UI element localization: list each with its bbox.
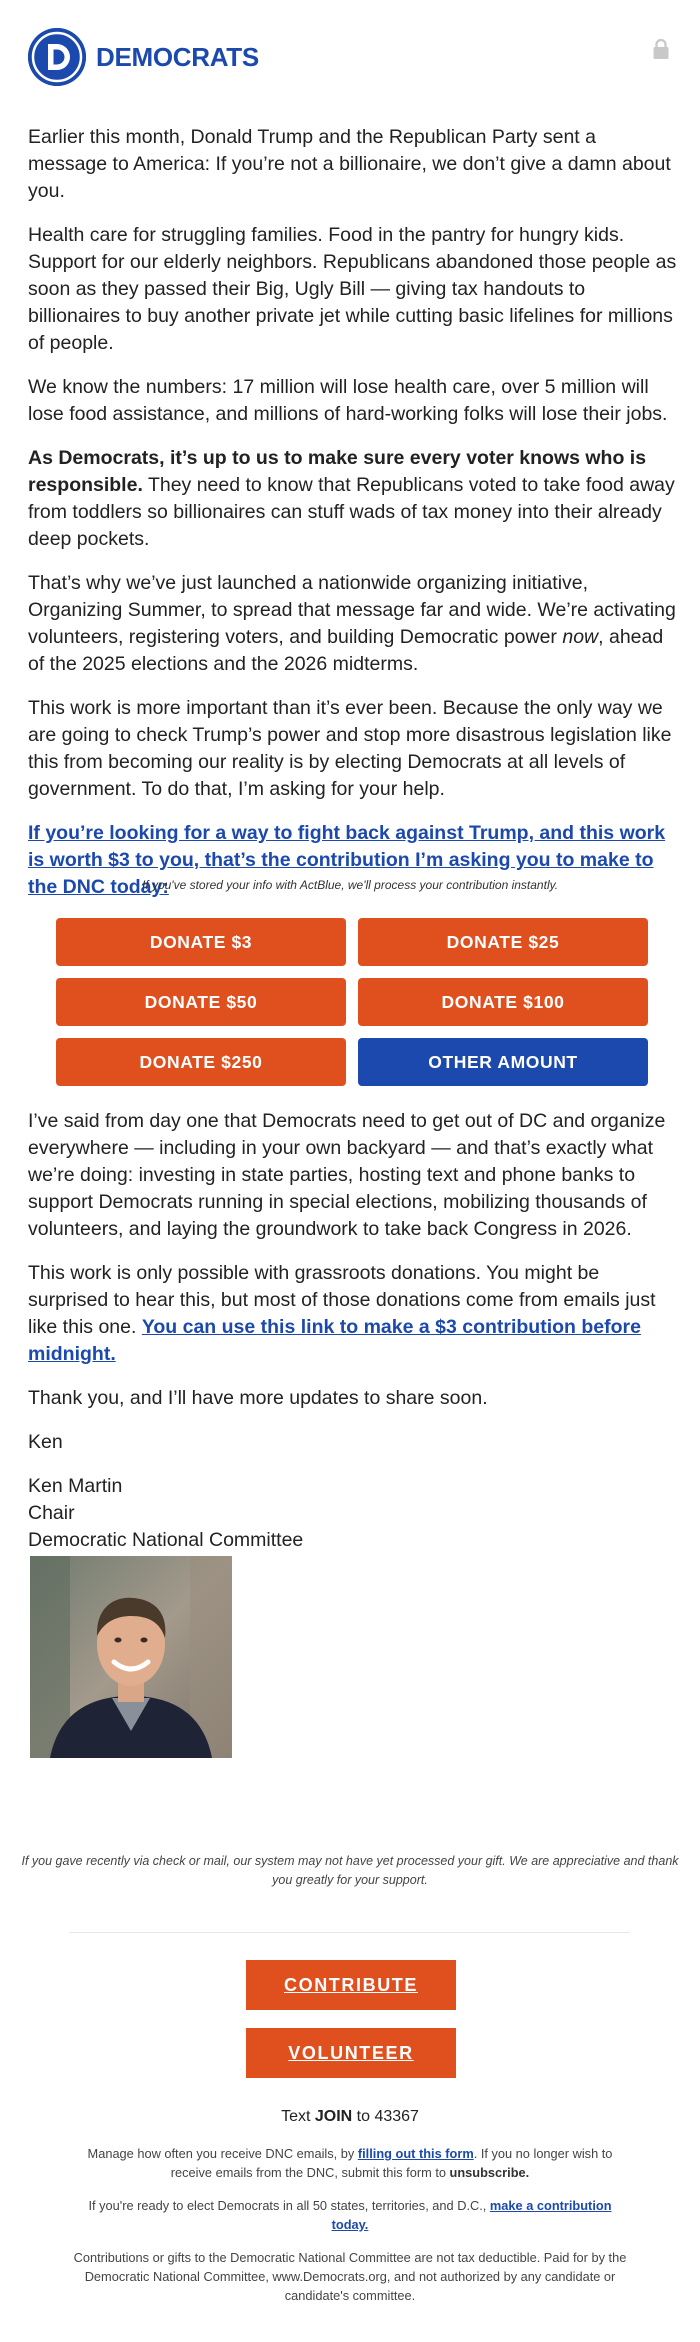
logo-emblem	[28, 28, 86, 86]
unsubscribe-link[interactable]: unsubscribe.	[449, 2165, 530, 2180]
manage-form-link[interactable]: filling out this form	[357, 2146, 474, 2161]
text-join-line	[0, 2108, 700, 2126]
legal-disclaimer: Contributions or gifts to the Democratic National Committee are not tax deductible. Paid for by the Democratic National Committee, www.Democrats.org, and not authorized by any candidate or candidate's committee.	[73, 2250, 627, 2303]
volunteer-button[interactable]: VOLUNTEER	[246, 2028, 456, 2078]
donate-3-button[interactable]: DONATE $3	[56, 918, 346, 966]
paragraph-text: This work is only possible with grassroots donations. You might be surprised to hear this, but most of those donations come from emails just like this one.	[28, 1262, 656, 1338]
text-join-prefix: Text	[281, 2108, 315, 2125]
contribute-button[interactable]: CONTRIBUTE	[246, 1960, 456, 2010]
paragraph-text: That’s why we’ve just launched a nationwide organizing initiative, Organizing Summer, to spread that message far and wide. We’re activating volunteers, registering voters, and building Democratic power	[28, 572, 676, 648]
signature-title: Chair	[28, 1502, 75, 1524]
paragraph: Earlier this month, Donald Trump and the Republican Party sent a message to America: If you’re not a billionaire, we don’t give a damn about you.	[28, 126, 671, 202]
fine-text: . If you no longer wish to receive emails from the DNC, submit this form to	[170, 2146, 613, 2180]
other-amount-button[interactable]: OTHER AMOUNT	[358, 1038, 648, 1086]
paragraph: Health care for struggling families. Food in the pantry for hungry kids. Support for our elderly neighbors. Republicans abandoned those people as soon as they passed their Big, Ugly Bill — giving tax handouts to billionaires to buy another private jet while cutting basic lifelines for millions of people.	[28, 224, 677, 354]
signoff: Ken	[28, 1431, 63, 1453]
paragraph	[28, 445, 680, 553]
donate-100-button[interactable]: DONATE $100	[358, 978, 648, 1026]
bold-emphasis: As Democrats, it’s up to us to make sure every voter knows who is responsible.	[28, 447, 647, 496]
paragraph: We know the numbers: 17 million will lose health care, over 5 million will lose food assistance, and millions of hard-working folks will lose their jobs.	[28, 376, 668, 425]
donate-25-button[interactable]: DONATE $25	[358, 918, 648, 966]
paragraph: This work is more important than it’s ever been. Because the only way we are going to check Trump’s power and stop more disastrous legislation like this from becoming our reality is by electing Democrats at all levels of government. To do that, I’m asking for your help.	[28, 697, 672, 800]
donate-250-button[interactable]: DONATE $250	[56, 1038, 346, 1086]
text-join-keyword: JOIN	[314, 2108, 353, 2125]
chair-portrait-photo	[30, 1556, 232, 1758]
logo-text: DEMOCRATS	[96, 41, 259, 72]
signature-org: Democratic National Committee	[28, 1529, 304, 1551]
footer-divider	[70, 1932, 630, 1933]
italic-emphasis: now	[562, 626, 599, 648]
actblue-note: If you've stored your info with ActBlue, we'll process your contribution instantly.	[141, 878, 559, 892]
manage-emails-note	[70, 2144, 630, 2182]
gift-disclaimer: If you gave recently via check or mail, our system may not have yet processed your gift. We are appreciative and thank you greatly for your support.	[21, 1854, 679, 1887]
paragraph: I’ve said from day one that Democrats need to get out of DC and organize everywhere — including in your own backyard — and that’s exactly what we’re doing: investing in state parties, hosting text and phone banks to support Democrats running in special elections, mobilizing thousands of volunteers, and laying the groundwork to take back Congress in 2026.	[28, 1110, 666, 1240]
lock-icon	[652, 38, 670, 60]
signature-name: Ken Martin	[28, 1475, 123, 1497]
fine-text: Manage how often you receive DNC emails, by	[87, 2146, 358, 2161]
email-body	[28, 124, 680, 901]
email-header	[0, 0, 700, 118]
contribution-link[interactable]: You can use this link to make a $3 contribution before midnight.	[28, 1316, 641, 1365]
text-join-number: to 43367	[352, 2108, 419, 2125]
donate-50-button[interactable]: DONATE $50	[56, 978, 346, 1026]
democrats-logo[interactable]	[28, 28, 259, 86]
email-body-continued	[28, 1108, 680, 1554]
paragraph	[28, 1260, 680, 1368]
elect-democrats-note	[70, 2196, 630, 2234]
paragraph-text: They need to know that Republicans voted to take food away from toddlers so billionaires can stuff wads of tax money into their already deep pockets.	[28, 474, 675, 550]
fine-text: If you're ready to elect Democrats in all 50 states, territories, and D.C.,	[88, 2198, 490, 2213]
cta-donate-link[interactable]: If you’re looking for a way to fight back against Trump, and this work is worth $3 to you, that’s the contribution I’m asking you to make to the DNC today:	[28, 822, 666, 898]
make-contribution-link[interactable]: make a contribution today.	[331, 2198, 612, 2232]
paragraph	[28, 570, 680, 678]
signature-block	[28, 1473, 680, 1554]
paragraph-text: , ahead of the 2025 elections and the 2026 midterms.	[28, 626, 664, 675]
paragraph: Thank you, and I’ll have more updates to share soon.	[28, 1387, 488, 1409]
